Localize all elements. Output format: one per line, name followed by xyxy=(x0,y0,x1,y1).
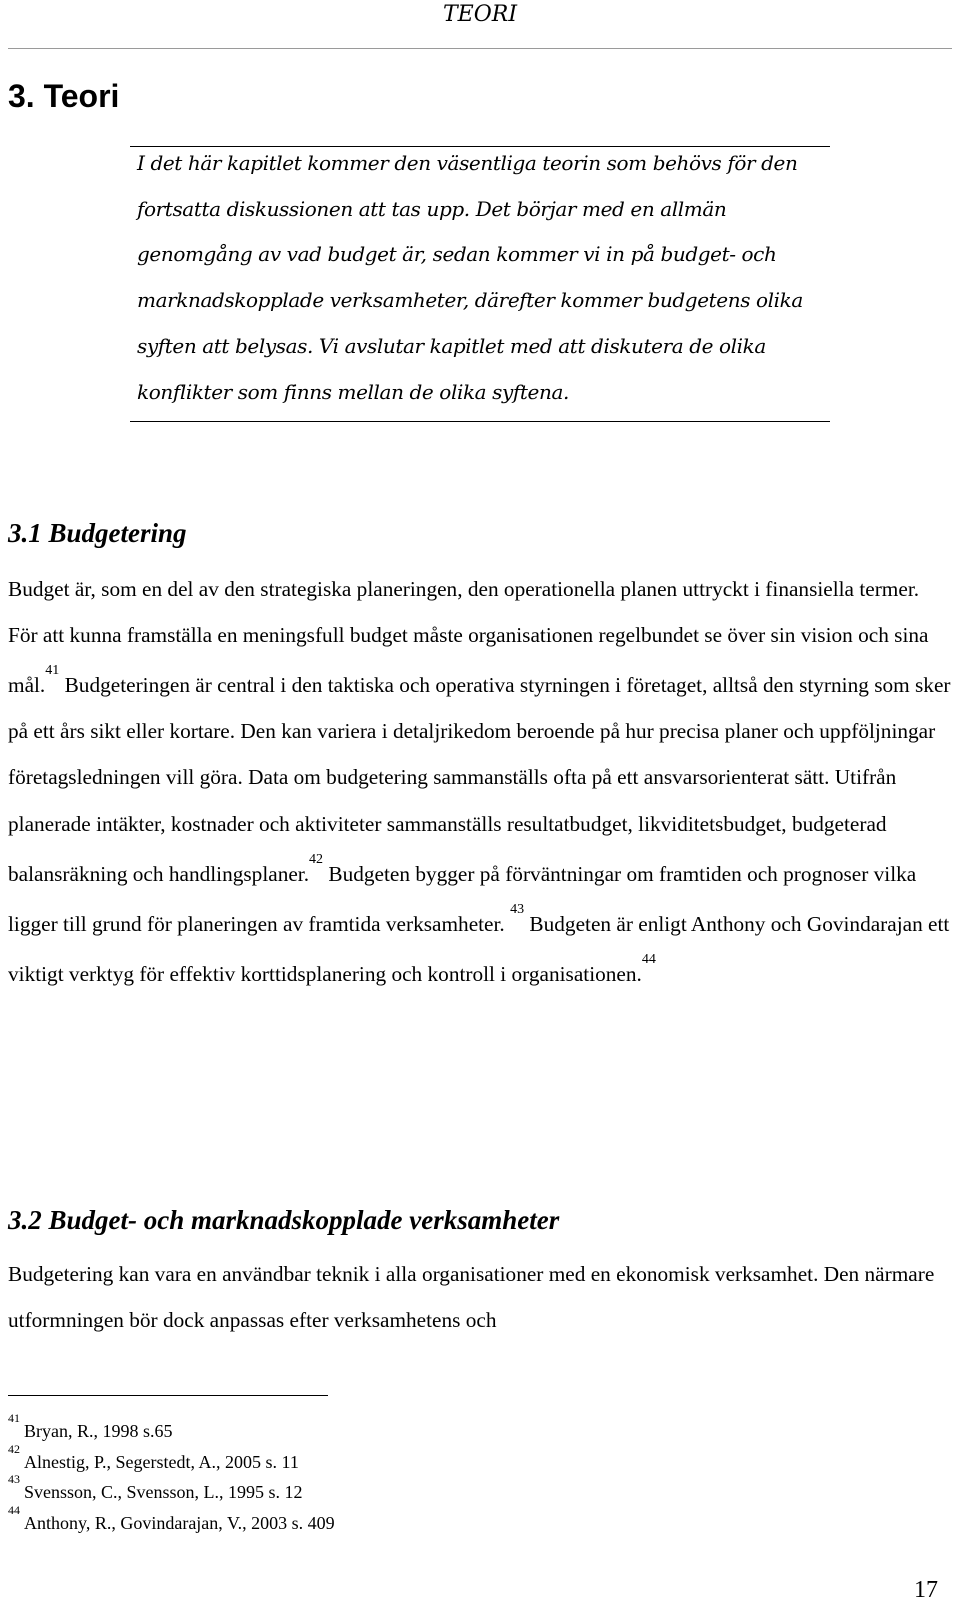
header-divider xyxy=(8,48,952,49)
paragraph-segment: Budgeteringen är central i den taktiska och operativa styrningen i företaget, alltså den styrning som sker på ett års sikt eller kortare. Den kan variera i detaljrikedom beroende på hur precisa planer och uppföljningar företagsledningen vill göra. Data om budgetering sammanställs ofta på ett ansvarsorienterat sätt. Utifrån planerade intäkter, kostnader och aktiviteter sammanställs resultatbudget, likviditetsbudget, budgeterad balansräkning och handlingsplaner. xyxy=(8,673,951,886)
section-heading-budgetering: 3.1 Budgetering xyxy=(8,518,187,548)
chapter-title: 3. Teori xyxy=(8,78,120,114)
footnote-number: 41 xyxy=(8,1411,20,1425)
section-heading-marknadskopplade: 3.2 Budget- och marknadskopplade verksamheter xyxy=(8,1205,560,1235)
footnote-number: 42 xyxy=(8,1441,20,1456)
footnote-separator xyxy=(8,1395,328,1396)
footnote-number: 43 xyxy=(8,1472,20,1486)
footnote-reference: 43 xyxy=(510,901,525,917)
footnote-reference: 41 xyxy=(45,663,60,679)
footnote-reference: 42 xyxy=(309,851,324,867)
footnote-text: Anthony, R., Govindarajan, V., 2003 s. 409 xyxy=(24,1512,335,1533)
footnote-text: Bryan, R., 1998 s.65 xyxy=(24,1421,173,1441)
section-body-budgetering xyxy=(8,566,952,997)
paragraph-segment: Budgeten bygger på förväntningar om framtiden och prognoser vilka ligger till grund för planeringen av framtida verksamheter. xyxy=(8,861,917,936)
intro-bottom-rule xyxy=(130,421,830,422)
footnote-text: Alnestig, P., Segerstedt, A., 2005 s. 11 xyxy=(24,1451,299,1472)
paragraph-segment: Budgeten är enligt Anthony och Govindarajan ett viktigt verktyg för effektiv korttidsplanering och kontroll i organisationen. xyxy=(8,911,950,987)
footnote-list xyxy=(8,1411,335,1536)
chapter-intro: I det här kapitlet kommer den väsentliga teorin som behövs för den fortsatta diskussionen att tas upp. Det börjar med en allmän genomgång av vad budget är, sedan kommer vi in på budget- och marknadskopplade verksamheter, därefter kommer budgetens olika syften att belysas. Vi avslutar kapitlet med att diskutera de olika konflikter som finns mellan de olika syftena. xyxy=(137,151,803,404)
page-number: 17 xyxy=(914,1577,938,1603)
footnote-item xyxy=(8,1502,335,1537)
footnote-item xyxy=(8,1411,335,1445)
footnote-item xyxy=(8,1441,335,1476)
section-body-marknadskopplade: Budgetering kan vara en användbar teknik i alla organisationer med en ekonomisk verksamhet. Den närmare utformningen bör dock anpassas efter verksamhetens och xyxy=(8,1262,935,1333)
footnote-text: Svensson, C., Svensson, L., 1995 s. 12 xyxy=(24,1482,303,1502)
running-header: TEORI xyxy=(442,2,518,27)
footnote-item xyxy=(8,1472,335,1506)
footnote-number: 44 xyxy=(8,1502,20,1517)
footnote-reference: 44 xyxy=(641,952,656,968)
paragraph-segment: Budget är, som en del av den strategiska planeringen, den operationella planen uttryckt i finansiella termer. För att kunna framställa en meningsfull budget måste organisationen regelbundet se över sin vision och sina mål. xyxy=(8,577,929,698)
